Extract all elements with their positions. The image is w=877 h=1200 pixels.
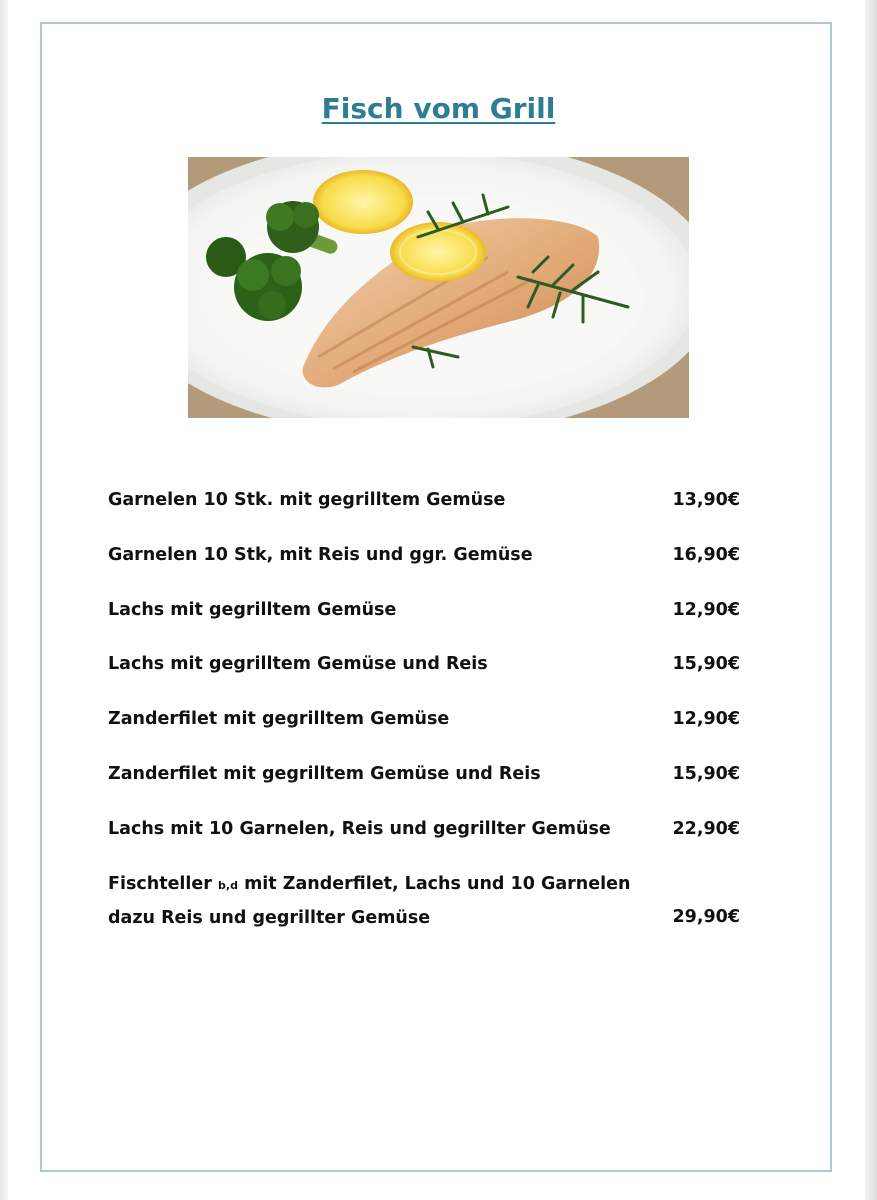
allergen-codes: b,d bbox=[218, 878, 238, 892]
menu-item-name: Zanderfilet mit gegrilltem Gemüse bbox=[108, 709, 450, 730]
screen-edge-right bbox=[865, 0, 877, 1200]
fischteller-name: Fischteller bbox=[108, 873, 212, 894]
menu-item bbox=[108, 697, 740, 752]
menu-item-price: 22,90€ bbox=[672, 818, 740, 839]
menu-item-name bbox=[108, 868, 648, 935]
menu-item-name: Lachs mit gegrilltem Gemüse bbox=[108, 599, 397, 620]
menu-item-price: 15,90€ bbox=[672, 763, 740, 784]
menu-item-price: 12,90€ bbox=[672, 599, 740, 620]
grilled-fish-plate-photo bbox=[188, 157, 689, 418]
menu-item-name: Lachs mit 10 Garnelen, Reis und gegrillter Gemüse bbox=[108, 818, 611, 839]
menu-item-price: 13,90€ bbox=[672, 490, 740, 510]
fischteller-line2: dazu Reis und gegrillter Gemüse bbox=[108, 907, 431, 928]
page-title: Fisch vom Grill bbox=[321, 92, 556, 125]
menu-item bbox=[108, 807, 740, 862]
menu-item bbox=[108, 642, 740, 697]
menu-item bbox=[108, 752, 740, 807]
menu-item-price: 15,90€ bbox=[672, 654, 740, 675]
menu-item bbox=[108, 533, 740, 588]
menu-item-name: Garnelen 10 Stk, mit Reis und ggr. Gemüse bbox=[108, 544, 533, 565]
fischteller-line1: mit Zanderfilet, Lachs und 10 Garnelen bbox=[244, 873, 631, 894]
menu-list bbox=[108, 478, 740, 932]
menu-item-price: 12,90€ bbox=[672, 709, 740, 730]
menu-item bbox=[108, 588, 740, 643]
menu-item-price: 16,90€ bbox=[672, 544, 740, 565]
screen-edge-left bbox=[0, 0, 8, 1200]
menu-item-name: Lachs mit gegrilltem Gemüse und Reis bbox=[108, 654, 488, 675]
menu-item-name: Garnelen 10 Stk. mit gegrilltem Gemüse bbox=[108, 490, 506, 510]
menu-item bbox=[108, 478, 740, 533]
menu-item-name: Zanderfilet mit gegrilltem Gemüse und Reis bbox=[108, 763, 541, 784]
menu-item-price: 29,90€ bbox=[672, 906, 740, 927]
menu-item-fischteller bbox=[108, 862, 740, 932]
